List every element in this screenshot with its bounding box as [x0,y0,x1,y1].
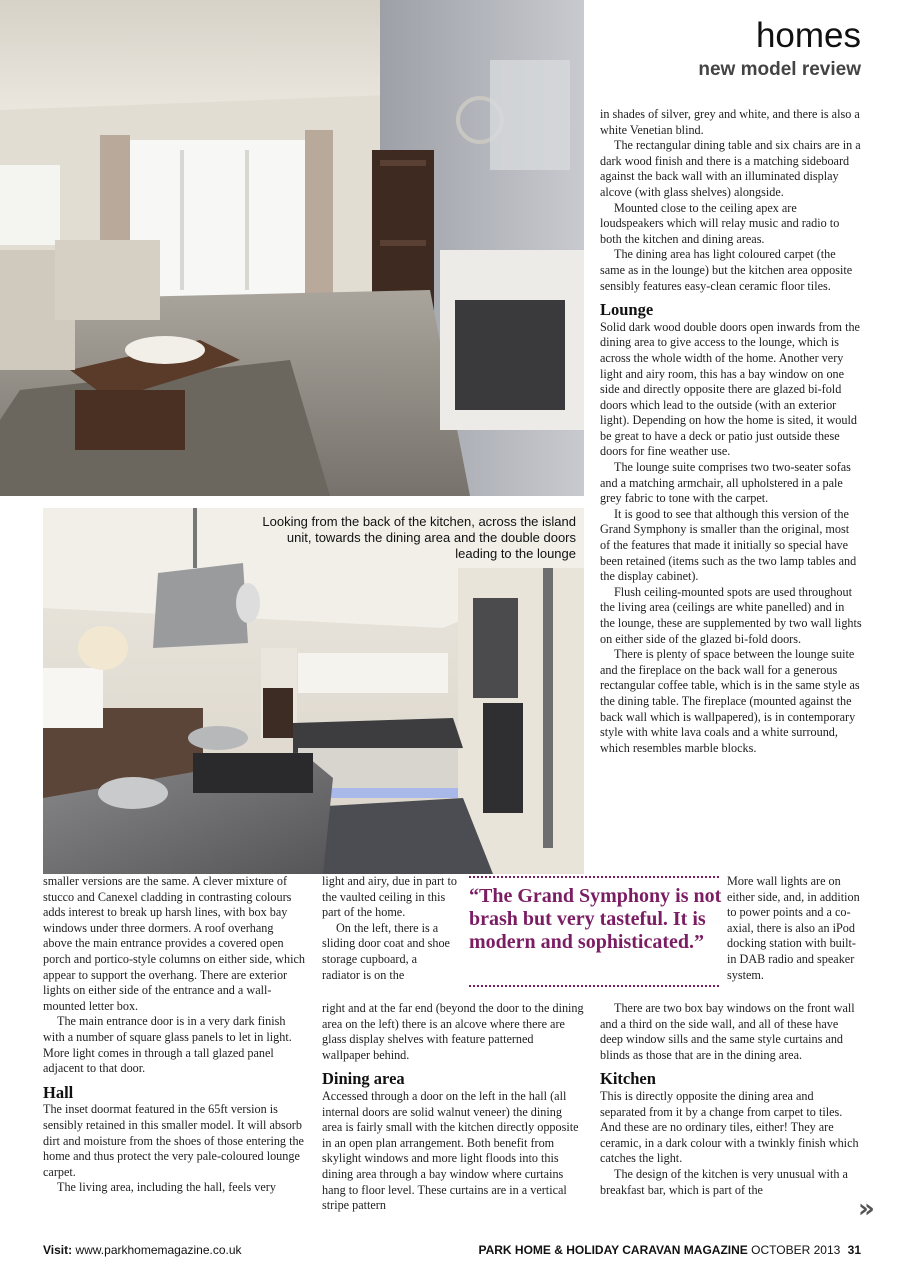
paragraph: Solid dark wood double doors open inwards from the dining area to give access to the lounge, which is across the whole width of the home. Another very light and airy room, this has a bay window on one side and directly opposite there are glazed bi-fold doors which lead to the outside (with an exterior light). Depending on how the home is sited, it would be great to have a deck or patio just outside these doors for fine weather use. [600,319,860,459]
paragraph: The dining area has light coloured carpet (the same as in the lounge) but the kitchen area opposite sensibly features easy-clean ceramic floor tiles. [600,247,853,293]
issue-date: OCTOBER 2013 [751,1243,841,1257]
pullquote: “The Grand Symphony is not brash but very tasteful. It is modern and sophisticated.” [469,885,722,953]
paragraph: Accessed through a door on the left in the hall (all internal doors are solid walnut veneer) the dining area is fairly small with the kitchen directly opposite in an open plan arrangement. Both benefit from skylight windows and more light floods into this dining area through a bay window where curtains hang to floor level. These curtains are in a vertical stripe pattern [322,1088,579,1213]
section-subtitle: new model review [698,59,861,80]
paragraph: It is good to see that although this version of the Grand Symphony is smaller than the original, most of the features that made it initially so special have been retained (items such as the two lamp tables and the display cabinet). [600,506,857,584]
website-url[interactable]: www.parkhomemagazine.co.uk [75,1243,242,1257]
paragraph: More wall lights are on either side, and, in addition to power points and a co-axial, there is also an iPod docking station with built-in DAB radio and speaker system. [727,874,860,982]
column-2-full [322,1001,584,1214]
paragraph: Flush ceiling-mounted spots are used throughout the living area (ceilings are white panelled) and in the lounge, these are supplemented by two wall lights on either side of the glazed bi-fold doors. [600,584,862,646]
paragraph: There are two box bay windows on the front wall and a third on the side wall, and all of these have deep window sills and the same style curtains and blinds as those that are in the dining area. [600,1001,855,1062]
paragraph: The inset doormat featured in the 65ft version is sensibly retained in this smaller model. It will absorb dirt and moisture from the shoes of those entering the home and thus protect the very pale-coloured lounge carpet. [43,1102,304,1179]
magazine-name: PARK HOME & HOLIDAY CARAVAN MAGAZINE [478,1243,748,1257]
column-3-bottom [600,1001,862,1198]
pullquote-rule-bottom [469,985,719,987]
section-title: homes [755,16,861,55]
paragraph: This is directly opposite the dining area and separated from it by a change from carpet to tiles. And these are no ordinary tiles, either! They are ceramic, in a dark colour with a twinkly finish which catches the light. [600,1088,859,1166]
kitchen-photo [43,508,584,874]
column-3-wrap [727,874,861,983]
paragraph: in shades of silver, grey and white, and there is also a white Venetian blind. [600,107,860,137]
paragraph: light and airy, due in part to the vaulted ceiling in this part of the home. [322,874,457,920]
page-number: 31 [847,1243,861,1257]
photo-caption: Looking from the back of the kitchen, across the island unit, towards the dining area and the double doors leading to the lounge [262,514,576,561]
paragraph: smaller versions are the same. A clever mixture of stucco and Canexel cladding in contrasting colours adds interest to break up harsh lines, with box bay windows under three dormers. A roof overhang above the main entrance provides a covered open porch and portico-style columns on either side, which appear to support the overhang. There are exterior lights on either side of the entrance and a wall-mounted letter box. [43,874,305,1013]
footer-right [478,1243,861,1257]
lounge-photo [0,0,584,496]
dining-heading: Dining area [322,1069,405,1089]
pullquote-rule-top [469,876,719,878]
paragraph: The rectangular dining table and six chairs are in a dark wood finish and there is a matching sideboard against the back wall with an illuminated display alcove (with glass shelves) alongside. [600,138,861,199]
paragraph: There is plenty of space between the lounge suite and the fireplace on the back wall for a generous rectangular coffee table, which is in the same style as the dining table. The fireplace (mounted against the back wall which is wallpapered), is in contemporary style with white lava coals and a white surround, which resembles marble blocks. [600,647,860,755]
footer-left [43,1243,242,1257]
paragraph: On the left, there is a sliding door coat and shoe storage cupboard, a radiator is on the [322,920,450,982]
column-2-narrow [322,874,457,983]
paragraph: The lounge suite comprises two two-seater sofas and a matching armchair, all upholstered in a pale grey fabric to tone with the carpet. [600,460,851,506]
column-3-top [600,107,862,756]
lounge-heading: Lounge [600,300,654,320]
continue-arrow-icon: » [858,1194,875,1224]
paragraph: The design of the kitchen is very unusual with a breakfast bar, which is part of the [600,1166,848,1197]
paragraph: Mounted close to the ceiling apex are loudspeakers which will relay music and radio to both the kitchen and dining areas. [600,200,840,246]
column-1 [43,874,305,1196]
paragraph: The main entrance door is in a very dark finish with a number of square glass panels to let in light. More light comes in through a tall glazed panel adjacent to that door. [43,1014,292,1076]
paragraph: right and at the far end (beyond the door to the dining area on the left) there is an alcove where there are glass display shelves with feature patterned wallpaper behind. [322,1001,584,1062]
paragraph: The living area, including the hall, feels very [57,1180,276,1195]
kitchen-heading: Kitchen [600,1069,656,1089]
visit-label: Visit: [43,1243,73,1257]
hall-heading: Hall [43,1082,74,1102]
